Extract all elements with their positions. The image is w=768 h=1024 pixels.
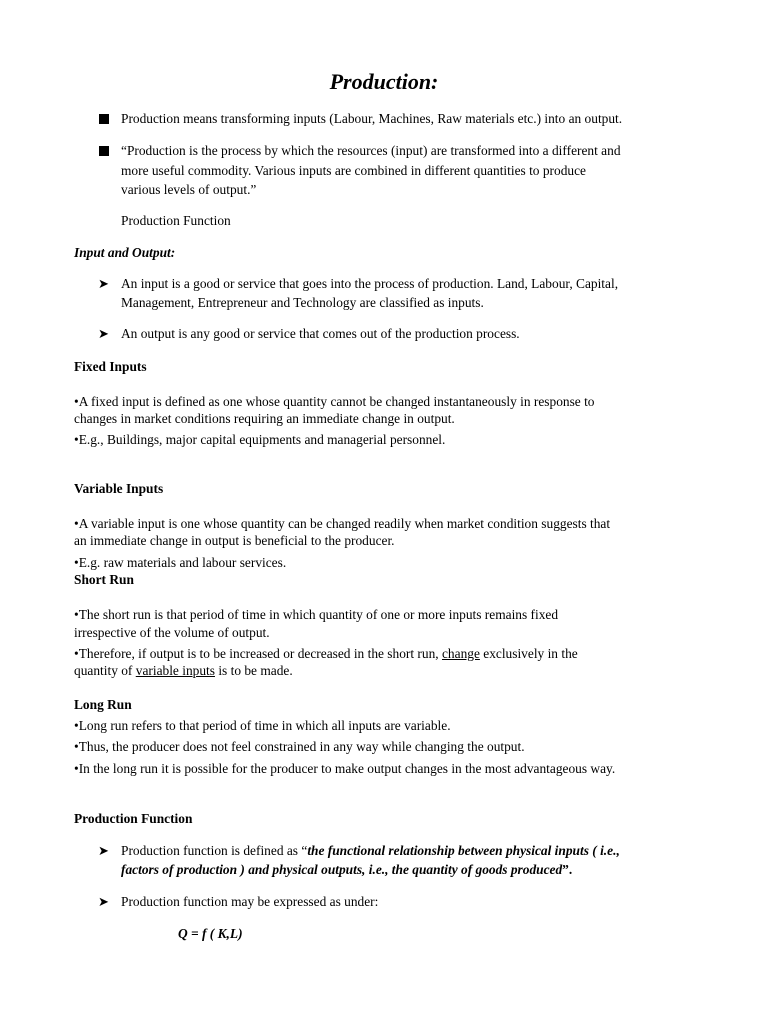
short-run-text: quantity of (74, 663, 136, 678)
variable-inputs-bullet-2: • E.g. raw materials and labour services. (74, 554, 714, 571)
short-run-bullet-2-line-2 (74, 662, 714, 679)
definition-emphasis: the functional relationship between physical inputs ( i.e., (307, 843, 620, 858)
section-heading-short-run: Short Run (74, 572, 134, 587)
input-output-item-2: An output is any good or service that comes out of the production process. (121, 326, 520, 341)
fixed-inputs-bullet-1-line-2: changes in market conditions requiring an immediate change in output. (74, 411, 455, 426)
section-heading-long-run: Long Run (74, 697, 132, 712)
production-function-item-2: Production function may be expressed as under: (121, 894, 379, 909)
underlined-word-change: change (441, 646, 480, 661)
intro-item-2-line-1: “Production is the process by which the resources (input) are transformed into a different and (121, 143, 621, 158)
production-function-formula: Q = f ( K,L) (178, 926, 243, 941)
section-heading-production-function: Production Function (74, 811, 193, 826)
short-run-text: exclusively in the (479, 646, 578, 661)
variable-inputs-bullet-1-line-2: an immediate change in output is beneficial to the producer. (74, 533, 395, 548)
long-run-bullet-2: • Thus, the producer does not feel constrained in any way while changing the output. (74, 738, 714, 755)
production-function-item-1-line-2 (121, 861, 721, 878)
arrow-bullet-icon: ➤ (98, 276, 109, 291)
arrow-bullet-icon: ➤ (98, 894, 109, 909)
definition-close-quote: ”. (562, 862, 573, 877)
fixed-inputs-bullet-1-line-1: • A fixed input is defined as one whose quantity cannot be changed instantaneously in response to (74, 393, 714, 410)
definition-emphasis: factors of production ) and physical outputs, i.e., the quantity of goods produced (121, 862, 563, 877)
arrow-bullet-icon: ➤ (98, 326, 109, 341)
section-heading-fixed-inputs: Fixed Inputs (74, 359, 147, 374)
definition-lead: Production function is defined as “ (121, 843, 308, 858)
square-bullet-icon (99, 146, 109, 156)
page-title: Production: (329, 69, 439, 94)
intro-item-1: Production means transforming inputs (Labour, Machines, Raw materials etc.) into an output. (121, 111, 623, 126)
square-bullet-icon (99, 114, 109, 124)
intro-subheading: Production Function (121, 213, 231, 228)
short-run-bullet-2-line-1 (74, 645, 714, 662)
short-run-text: is to be made. (214, 663, 293, 678)
long-run-bullet-1: • Long run refers to that period of time in which all inputs are variable. (74, 717, 714, 734)
fixed-inputs-bullet-2: • E.g., Buildings, major capital equipments and managerial personnel. (74, 431, 714, 448)
input-output-item-1-line-2: Management, Entrepreneur and Technology are classified as inputs. (121, 295, 484, 310)
short-run-bullet-1-line-1: • The short run is that period of time in which quantity of one or more inputs remains fixed (74, 606, 714, 623)
short-run-bullet-1-line-2: irrespective of the volume of output. (74, 625, 270, 640)
input-output-item-1-line-1: An input is a good or service that goes into the process of production. Land, Labour, Capital, (121, 276, 619, 291)
intro-item-2-line-3: various levels of output.” (121, 182, 257, 197)
short-run-text: Therefore, if output is to be increased or decreased in the short run, (78, 646, 442, 661)
arrow-bullet-icon: ➤ (98, 843, 109, 858)
production-function-item-1-line-1 (121, 842, 721, 859)
long-run-bullet-3: • In the long run it is possible for the producer to make output changes in the most advantageous way. (74, 760, 714, 777)
intro-item-2-line-2: more useful commodity. Various inputs are combined in different quantities to produce (121, 163, 586, 178)
section-heading-input-output: Input and Output: (74, 245, 176, 260)
variable-inputs-bullet-1-line-1: • A variable input is one whose quantity can be changed readily when market condition suggests that (74, 515, 714, 532)
underlined-phrase-variable-inputs: variable inputs (135, 663, 215, 678)
section-heading-variable-inputs: Variable Inputs (74, 481, 164, 496)
